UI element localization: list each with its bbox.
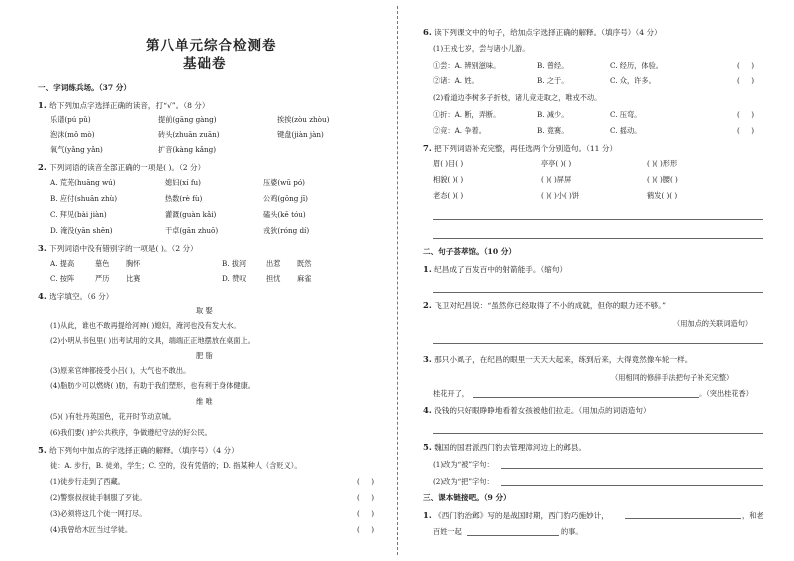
q3-option-a-1: A. 提高	[50, 259, 75, 268]
q1-stem	[38, 100, 210, 111]
k1-text-2: ，和老	[742, 511, 764, 520]
q1-item-1: 乐谱(pú pǔ)	[50, 115, 91, 124]
q5-line-4: (4)我曾给木匠当过学徒。	[50, 525, 133, 534]
q4-text: 选字填空。（6 分）	[49, 292, 114, 301]
q7-number: 7.	[423, 143, 432, 153]
q4-line-1: (1)从此，谁也不敢再提给河神( )媳妇，淹河也没有发大水。	[50, 321, 241, 330]
q4-group-3-head: 维 唯	[196, 397, 213, 406]
q6-answer-3[interactable]: ( )	[737, 110, 755, 119]
q6-p2-r1-c: C. 压弯。	[610, 110, 642, 119]
q2-number: 2.	[38, 162, 47, 172]
s1-number: 1.	[423, 264, 432, 274]
q7-answer-line-2[interactable]	[433, 238, 763, 239]
q4-line-2: (2)小明从书包里( )出考试用的文具，端端正正地摆放在桌面上。	[50, 336, 255, 345]
q6-p1-r2-c: C. 众，许多。	[610, 76, 656, 85]
q6-p1-r1-b: B. 曾经。	[537, 61, 569, 70]
q3-option-d-2: 担忧	[266, 274, 281, 283]
s4-number: 4.	[423, 405, 432, 415]
q7-r1-c3[interactable]: ( )( )形形	[647, 159, 678, 168]
q7-r3-c3[interactable]: 鹤发( )( )	[647, 191, 678, 200]
s5-stem	[423, 442, 586, 453]
section-3-heading: 三、课本链接吧。（9 分）	[423, 493, 511, 502]
k1-blank-1[interactable]	[625, 518, 741, 519]
q6-p1-r1-c: C. 经历，体验。	[610, 61, 663, 70]
q4-line-6: (6)我们要( )护公共秩序，争做遵纪守法的好公民。	[50, 428, 212, 437]
q6-p1-r1-a: ①尝：A. 辨别滋味。	[433, 61, 501, 70]
q5-answer-2[interactable]: ( )	[357, 493, 375, 502]
q3-option-b-3: 既然	[297, 259, 312, 268]
s5-b-label: (2)改为“把”字句：	[433, 477, 494, 486]
q7-r2-c3[interactable]: ( )( )腰( )	[647, 175, 678, 184]
section-1-heading: 一、字词练兵场。（37 分）	[38, 83, 131, 92]
q1-item-7: 氧气(yǎng yǎn)	[50, 145, 103, 154]
q6-p2-r2-c: C. 摇动。	[610, 126, 642, 135]
q2-option-c-3: 磕头(kē tóu)	[263, 210, 306, 219]
q7-r1-c2[interactable]: 亭亭( )( )	[541, 159, 572, 168]
s2-text: 飞卫对纪昌说：“虽然你已经取得了不小的成就，但你的眼力还不够。”	[434, 301, 666, 310]
s3-prompt: 桂花开了，	[433, 389, 469, 398]
q3-option-b-1: B. 拔河	[222, 259, 247, 268]
q5-stem	[38, 445, 239, 456]
s1-answer-line[interactable]	[433, 292, 763, 293]
q4-line-4: (4)脂肪少可以燃烧( )肪，有助于我们塑形，也有利于身体健康。	[50, 381, 255, 390]
q6-answer-1[interactable]: ( )	[737, 61, 755, 70]
k1-text-3: 百姓一起	[433, 527, 462, 536]
q6-p2-r1-a: ①折：A. 断，弄断。	[433, 110, 501, 119]
s3-answer-line[interactable]	[473, 397, 699, 398]
q6-part-2: (2)看道边李树多子折枝，诸儿竞走取之，唯戎不动。	[433, 93, 602, 102]
q3-option-c-2: 严历	[95, 274, 110, 283]
q1-item-6: 键盘(jiàn jàn)	[277, 130, 324, 139]
exam-title: 第八单元综合检测卷	[146, 38, 277, 54]
q3-option-a-3: 胸怀	[126, 259, 141, 268]
q1-item-8: 扩音(kàng kǎng)	[158, 145, 217, 154]
q5-answer-4[interactable]: ( )	[357, 525, 375, 534]
s2-note: （用加点的关联词造句）	[673, 319, 753, 328]
k1-number: 1.	[423, 510, 432, 520]
q1-number: 1.	[38, 100, 47, 110]
s5-number: 5.	[423, 442, 432, 452]
q6-p2-r1-b: B. 减少。	[537, 110, 569, 119]
s3-number: 3.	[423, 354, 432, 364]
q7-text: 把下列词语补充完整，再任选两个分别造句。（11 分）	[434, 144, 618, 153]
q3-option-c-3: 比赛	[126, 274, 141, 283]
q6-p2-r2-b: B. 竟赛。	[537, 126, 569, 135]
q7-r2-c2[interactable]: ( )( )屏屏	[541, 175, 572, 184]
s1-stem	[423, 264, 567, 275]
s3-stem	[423, 354, 692, 365]
q6-answer-4[interactable]: ( )	[737, 126, 755, 135]
q5-line-1: (1)徒步行走到了西藏。	[50, 477, 125, 486]
q6-answer-2[interactable]: ( )	[737, 76, 755, 85]
s5-text: 魏国的国君派西门豹去管理漳河边上的邺县。	[434, 443, 587, 452]
exam-subtitle: 基础卷	[183, 56, 227, 72]
q3-option-a-2: 墓色	[95, 259, 110, 268]
k1-blank-2[interactable]	[467, 535, 559, 536]
q2-option-c-1: C. 拜见(bài jiàn)	[50, 210, 107, 219]
s4-answer-line[interactable]	[433, 433, 763, 434]
q2-option-d-2: 干卓(gān zhuō)	[165, 226, 219, 235]
q5-line-2: (2)警察叔叔徒手制服了歹徒。	[50, 493, 147, 502]
q7-answer-line-1[interactable]	[433, 219, 763, 220]
s4-stem	[423, 405, 651, 416]
q2-option-a-1: A. 荒芜(huāng wú)	[50, 178, 116, 187]
q5-line-3: (3)必须将这几个徒一网打尽。	[50, 509, 147, 518]
q3-number: 3.	[38, 243, 47, 253]
q1-item-5: 砖头(zhuān zuān)	[158, 130, 220, 139]
q6-p1-r2-a: ②诸：A. 姓。	[433, 76, 479, 85]
q6-stem	[423, 27, 662, 38]
s5-a-label: (1)改为“被”字句：	[433, 460, 494, 469]
q2-option-b-1: B. 应付(shuān zhù)	[50, 194, 118, 203]
s2-answer-line[interactable]	[433, 343, 763, 344]
q3-option-d-3: 麻雀	[297, 274, 312, 283]
q2-option-d-1: D. 淹没(yān shēn)	[50, 226, 113, 235]
q1-item-4: 泡沫(mǒ mò)	[50, 130, 95, 139]
q2-text: 下列词语的读音全部正确的一项是( )。（2 分）	[49, 163, 206, 172]
q6-number: 6.	[423, 27, 432, 37]
q3-option-d-1: D. 赞叹	[222, 274, 247, 283]
q3-option-c-1: C. 按阵	[50, 274, 75, 283]
q3-option-b-2: 出惹	[266, 259, 281, 268]
q2-option-a-3: 压婆(wū pó)	[263, 178, 305, 187]
q1-item-3: 挨挨(zòu zhòu)	[277, 115, 330, 124]
q1-text: 给下列加点字选择正确的读音，打“√”。（8 分）	[49, 101, 210, 110]
q4-stem	[38, 291, 113, 302]
s3-text: 那只小虱子，在纪昌的眼里一天天大起来，练到后来，大得竟然像车轮一样。	[434, 355, 693, 364]
s3-note-2: 。（突出桂花香）	[699, 389, 753, 398]
q3-text: 下列词语中没有错别字的一项是( )。（2 分）	[49, 244, 198, 253]
k1-line-1	[423, 510, 609, 521]
section-2-heading: 二、句子荟萃馆。（10 分）	[423, 247, 516, 256]
q6-text: 读下列课文中的句子，给加点字选择正确的解释。（填序号）（4 分）	[434, 28, 662, 37]
q3-stem	[38, 243, 198, 254]
s1-text: 纪昌成了百发百中的射箭能手。（缩句）	[434, 265, 568, 274]
k1-text-4: 的事。	[561, 527, 583, 536]
s5-a-answer-line[interactable]	[501, 468, 763, 469]
q4-line-5: (5)( )有牡丹英国色，花开时节动京城。	[50, 412, 176, 421]
s2-stem	[423, 300, 666, 311]
k1-text-1: 《西门豹治邺》写的是战国时期，西门豹巧施妙计，	[434, 511, 609, 520]
q2-option-b-3: 公鸡(gōng jī)	[263, 194, 308, 203]
q5-key: 徒：A. 步行，B. 徒弟，学生；C. 空的，没有凭借的；D. 指某种人（含贬义）。	[50, 461, 302, 470]
column-divider	[397, 6, 398, 555]
q4-line-3: (3)原来官绅都接受小吕( )，大气也不敢出。	[50, 366, 191, 375]
q7-r3-c2[interactable]: ( )( )小( )饼	[541, 191, 580, 200]
q1-item-2: 提前(gāng gàng)	[158, 115, 217, 124]
q4-group-1-head: 取 娶	[196, 306, 213, 315]
s2-number: 2.	[423, 300, 432, 310]
q2-option-a-2: 媳妇(xí fu)	[165, 178, 201, 187]
q4-number: 4.	[38, 291, 47, 301]
q2-option-c-2: 灌溉(guàn kǎi)	[165, 210, 217, 219]
q7-r1-c1[interactable]: 眉( )目( )	[433, 159, 464, 168]
s4-text: 没钱的只好眼睁睁地看着女孩被他们拉走。（用加点的词语造句）	[434, 406, 651, 415]
q6-p2-r2-a: ②竞：A. 争着。	[433, 126, 486, 135]
q2-stem	[38, 162, 205, 173]
q5-text: 给下列句中加点的字选择正确的解释。（填序号）（4 分）	[49, 446, 239, 455]
q5-number: 5.	[38, 445, 47, 455]
s5-b-answer-line[interactable]	[501, 485, 763, 486]
q5-answer-1[interactable]: ( )	[357, 477, 375, 486]
q7-stem	[423, 143, 617, 154]
q7-r2-c1[interactable]: 相貌( )( )	[433, 175, 464, 184]
q5-answer-3[interactable]: ( )	[357, 509, 375, 518]
q2-option-b-2: 热数(rè fù)	[165, 194, 203, 203]
q6-p1-r2-b: B. 之于。	[537, 76, 569, 85]
q6-part-1: (1)王戎七岁，尝与诸小儿游。	[433, 44, 530, 53]
q2-option-d-3: 戎狄(róng dí)	[263, 226, 310, 235]
q4-group-2-head: 肥 脂	[196, 351, 213, 360]
q7-r3-c1[interactable]: 老态( )( )	[433, 191, 464, 200]
s3-note: （用相同的修辞手法把句子补充完整）	[611, 373, 734, 382]
